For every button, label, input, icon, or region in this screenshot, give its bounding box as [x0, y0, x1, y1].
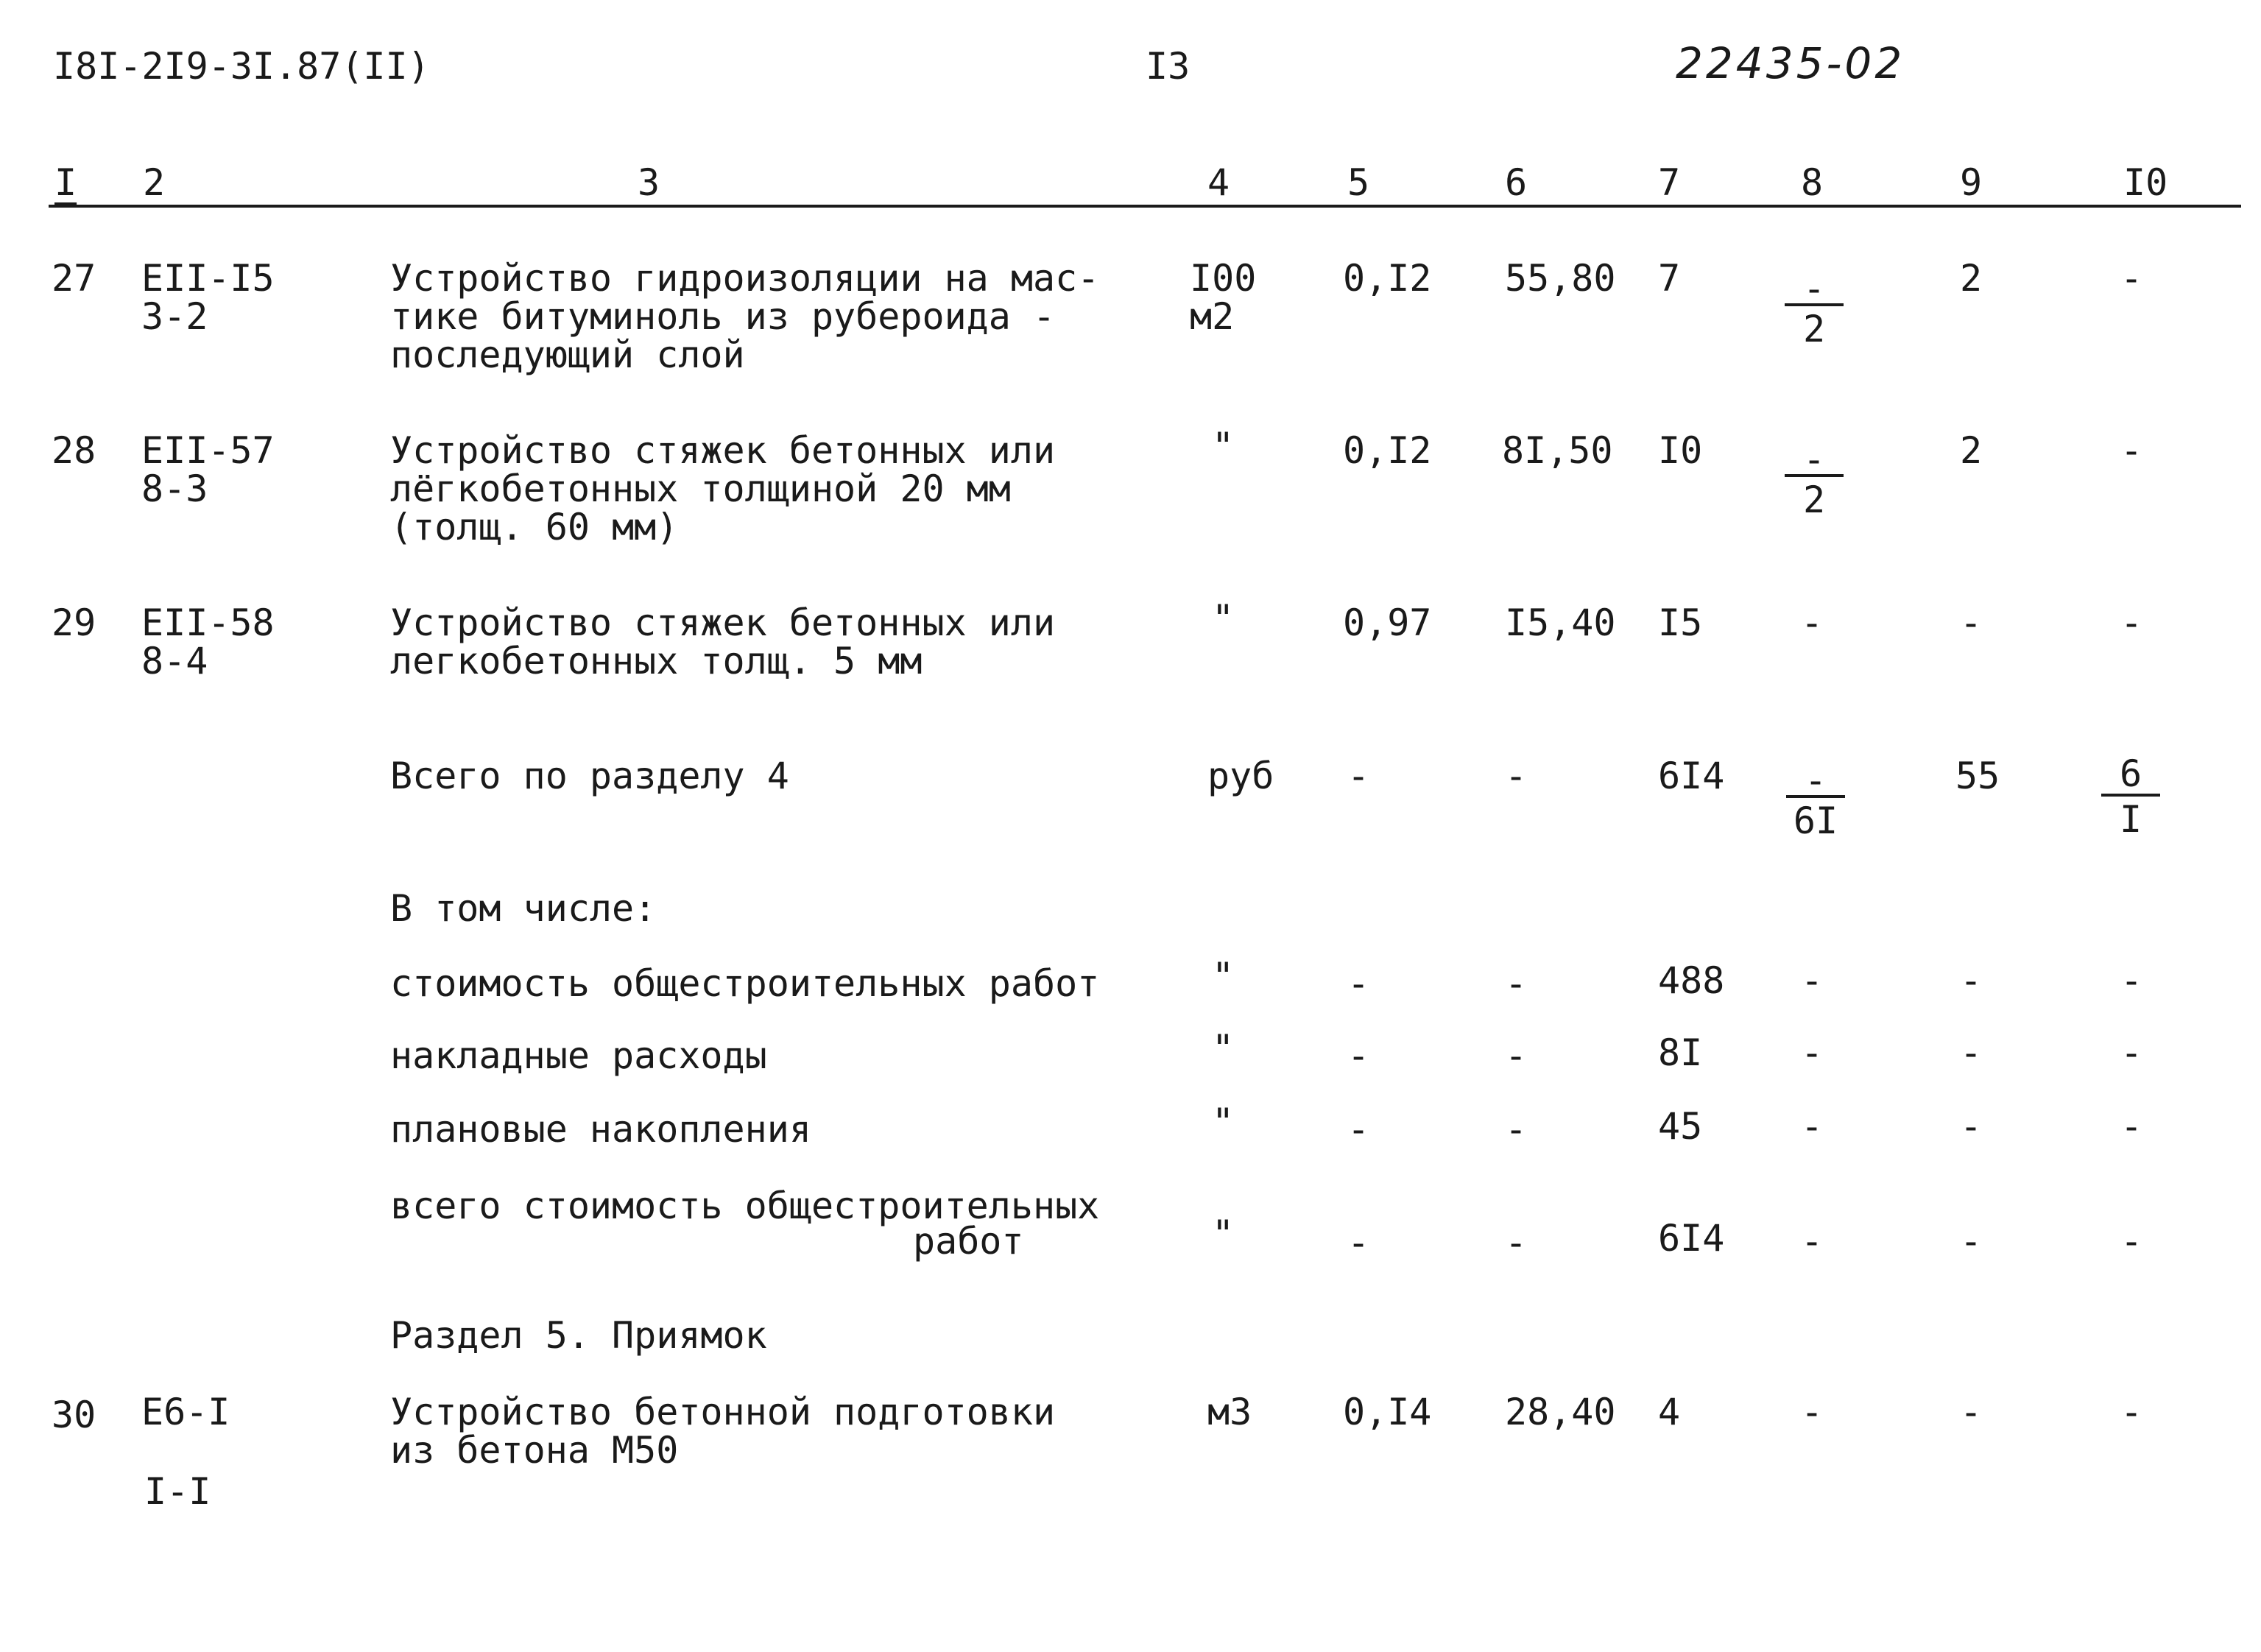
unit-ditto-mark: "	[1212, 597, 1235, 640]
column-9-value: -	[1960, 1031, 1983, 1074]
document-code: I8I-2I9-3I.87(II)	[53, 45, 430, 88]
column-9-value: -	[1960, 1105, 1983, 1148]
including-label: В том числе:	[390, 887, 657, 930]
rate-code: EII-I5	[141, 257, 275, 300]
unit-price: -	[1505, 755, 1528, 797]
quantity: -	[1347, 1034, 1370, 1077]
fraction-denominator: 2	[1802, 308, 1826, 350]
column-header-9: 9	[1960, 161, 1983, 204]
column-10-value: -	[2120, 1031, 2143, 1074]
unit: I00	[1190, 257, 1257, 300]
description-line-3: (толщ. 60 мм)	[390, 506, 679, 548]
column-8-value: -	[1801, 1220, 1824, 1263]
rate-code: EII-57	[141, 429, 275, 472]
column-10-value: -	[2120, 959, 2143, 1002]
column-header-8: 8	[1801, 161, 1824, 204]
description-line-3: последующий слой	[390, 333, 745, 376]
breakdown-label-line-1: всего стоимость общестроительных	[390, 1185, 1100, 1227]
unit-price: -	[1505, 962, 1528, 1005]
description-line-2: лёгкобетонных толщиной 20 мм	[390, 467, 1011, 510]
column-header-7: 7	[1658, 161, 1681, 204]
breakdown-label: накладные расходы	[390, 1034, 767, 1077]
description-line-1: Устройство бетонной подготовки	[390, 1391, 1056, 1433]
column-header-5: 5	[1347, 161, 1370, 204]
column-9-value: -	[1960, 1391, 1983, 1433]
column-10-value: -	[2120, 429, 2143, 472]
column-8-value: -	[1801, 959, 1824, 1002]
unit-ditto-mark: "	[1212, 1212, 1235, 1255]
quantity: -	[1347, 1108, 1370, 1151]
unit: руб	[1207, 755, 1274, 797]
total-cost: 8I	[1658, 1031, 1703, 1074]
unit-measure: м2	[1190, 295, 1235, 338]
section-total-label: Всего по разделу 4	[390, 755, 789, 797]
column-10-value: -	[2120, 257, 2143, 300]
quantity: 0,I2	[1343, 257, 1432, 300]
total-cost: I0	[1658, 429, 1703, 472]
unit-ditto-mark: "	[1212, 1101, 1235, 1143]
unit-price: 8I,50	[1502, 429, 1613, 472]
quantity: 0,97	[1343, 601, 1432, 644]
section-5-title: Раздел 5. Приямок	[390, 1314, 767, 1357]
quantity: -	[1347, 962, 1370, 1005]
unit-price: 55,80	[1505, 257, 1616, 300]
column-8-value: -	[1801, 601, 1824, 644]
column-9-value: 2	[1960, 257, 1983, 300]
column-header-3: 3	[638, 161, 660, 204]
quantity: -	[1347, 1221, 1370, 1264]
total-cost: 4	[1658, 1391, 1681, 1433]
total-cost: 6I4	[1658, 755, 1725, 797]
total-cost: 6I4	[1658, 1217, 1725, 1260]
column-8-value: -	[1801, 1391, 1824, 1433]
fraction-numerator: -	[1786, 766, 1845, 798]
quantity: 0,I2	[1343, 429, 1432, 472]
fraction-numerator: -	[1785, 445, 1844, 477]
column-10-value: -	[2120, 601, 2143, 644]
column-9-value: 2	[1960, 429, 1983, 472]
quantity: 0,I4	[1343, 1391, 1432, 1433]
description-line-2: легкобетонных толщ. 5 мм	[390, 640, 923, 682]
description-line-1: Устройство стяжек бетонных или	[390, 429, 1056, 472]
unit-price: -	[1505, 1034, 1528, 1077]
column-8-fraction	[1786, 759, 1845, 842]
description-line-1: Устройство гидроизоляции на мас-	[390, 257, 1100, 300]
unit-ditto-mark: "	[1212, 1027, 1235, 1070]
column-header-6: 6	[1505, 161, 1528, 204]
column-8-fraction	[1785, 267, 1844, 350]
quantity: -	[1347, 755, 1370, 797]
breakdown-label: стоимость общестроительных работ	[390, 962, 1100, 1005]
rate-code: EII-58	[141, 601, 275, 644]
column-9-value: -	[1960, 959, 1983, 1002]
breakdown-label: плановые накопления	[390, 1108, 811, 1151]
total-cost: 45	[1658, 1105, 1703, 1148]
fraction-denominator: I	[2119, 798, 2142, 841]
description-line-2: тике битуминоль из рубероида -	[390, 295, 1056, 338]
handwritten-stamp-number: 22435-02	[1676, 38, 1905, 88]
unit-price: 28,40	[1505, 1391, 1616, 1433]
rate-subcode: 8-4	[141, 640, 208, 682]
unit-price: -	[1505, 1108, 1528, 1151]
column-header-2: 2	[143, 161, 166, 204]
column-9-value: -	[1960, 1220, 1983, 1263]
rate-code: E6-I	[141, 1391, 230, 1433]
column-header-1: I	[54, 161, 77, 204]
description-line-2: из бетона М50	[390, 1429, 679, 1472]
header-rule	[49, 205, 2241, 208]
unit-ditto-mark: "	[1212, 425, 1235, 467]
column-10-value: -	[2120, 1220, 2143, 1263]
unit: м3	[1207, 1391, 1252, 1433]
row-number: 28	[52, 429, 96, 472]
page-number: I3	[1146, 45, 1191, 88]
rate-subcode: 8-3	[141, 467, 208, 510]
column-10-value: -	[2120, 1105, 2143, 1148]
column-8-value: -	[1801, 1031, 1824, 1074]
column-8-fraction	[1785, 438, 1844, 521]
unit-ditto-mark: "	[1212, 955, 1235, 998]
row-number: 27	[52, 257, 96, 300]
column-header-10: I0	[2123, 161, 2168, 204]
breakdown-label-line-2: работ	[913, 1220, 1024, 1263]
unit-price: -	[1505, 1221, 1528, 1264]
fraction-denominator: 2	[1802, 479, 1826, 521]
total-cost: 7	[1658, 257, 1681, 300]
column-10-value: -	[2120, 1391, 2143, 1433]
total-cost: I5	[1658, 601, 1703, 644]
fraction-denominator: 6I	[1793, 799, 1838, 842]
fraction-numerator: 6	[2101, 754, 2160, 797]
row-number: 30	[52, 1394, 96, 1436]
unit-price: I5,40	[1505, 601, 1616, 644]
row-number: 29	[52, 601, 96, 644]
column-10-fraction	[2101, 752, 2160, 841]
column-9-value: -	[1960, 601, 1983, 644]
total-cost: 488	[1658, 959, 1725, 1002]
column-8-value: -	[1801, 1105, 1824, 1148]
column-9-value: 55	[1955, 755, 2000, 797]
rate-subcode: 3-2	[141, 295, 208, 338]
fraction-numerator: -	[1785, 274, 1844, 306]
column-header-4: 4	[1207, 161, 1230, 204]
description-line-1: Устройство стяжек бетонных или	[390, 601, 1056, 644]
rate-subcode: I-I	[144, 1470, 211, 1513]
